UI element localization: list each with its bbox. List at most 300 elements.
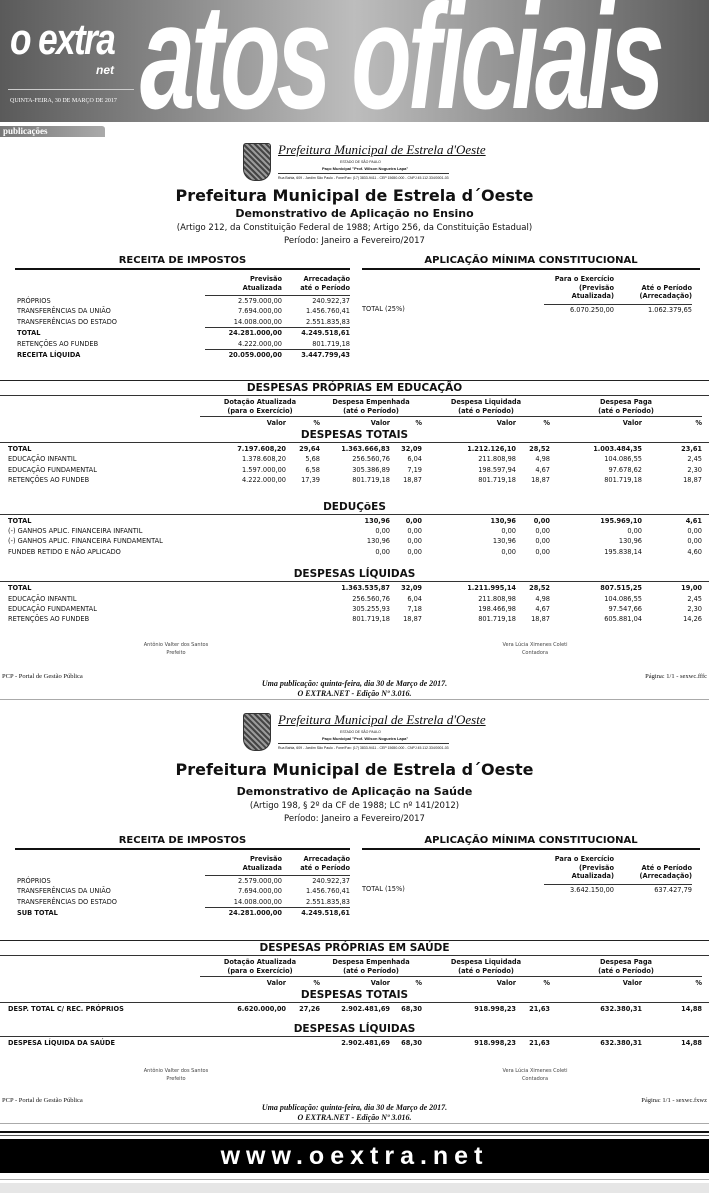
divider — [0, 699, 709, 700]
table-row — [0, 475, 702, 485]
cell-valor — [200, 536, 286, 546]
cell-previsao: 2.579.000,00 — [237, 877, 282, 885]
table-row — [15, 296, 350, 307]
row-label: RETENÇÕES AO FUNDEB — [8, 476, 90, 485]
cell-valor: 104.086,55 — [604, 455, 642, 464]
masthead — [0, 0, 709, 122]
signature-block — [465, 641, 605, 657]
cell-exercicio: 3.642.150,00 — [569, 885, 614, 894]
header-line: Despesa Liquidada — [450, 398, 522, 406]
col-periodo — [614, 850, 692, 884]
group-header — [550, 396, 702, 417]
col-valor: Valor — [422, 977, 516, 989]
header-blank — [362, 270, 544, 304]
table-row — [362, 884, 700, 895]
col-valor: Valor — [550, 417, 642, 429]
cell-previsao: 7.694.000,00 — [237, 887, 282, 896]
signatory-name: Vera Lúcia Ximenes Coleti — [502, 641, 568, 648]
group-header — [320, 956, 422, 977]
cell-exercicio: 6.070.250,00 — [569, 305, 614, 314]
cell-percent: 32,09 — [401, 584, 422, 593]
expenses-table — [0, 1038, 702, 1048]
cell-percent — [286, 1038, 320, 1048]
cell-percent: 0,00 — [407, 547, 422, 556]
row-label: EDUCAÇÃO INFANTIL — [8, 455, 77, 464]
header-line: Para o Exercício — [554, 855, 614, 863]
cell-valor: 130,96 — [366, 537, 390, 546]
cell-previsao: 7.694.000,00 — [237, 307, 282, 316]
table-row — [0, 614, 702, 624]
publication-edition: O EXTRA.NET - Edição Nº 3.016. — [297, 688, 412, 698]
header-line: (Arrecadação) — [639, 872, 692, 880]
group-header-row — [0, 396, 702, 417]
cell-percent: 14,88 — [681, 1005, 702, 1013]
divider — [0, 1135, 709, 1136]
subheader-row — [0, 977, 702, 989]
revenue-block — [15, 834, 350, 919]
row-label: DESP. TOTAL C/ REC. PRÓPRIOS — [8, 1005, 124, 1013]
header-blank — [692, 270, 700, 304]
header-line: Despesa Empenhada — [332, 958, 410, 966]
cell-valor: 2.902.481,69 — [341, 1039, 390, 1048]
table-row — [0, 516, 702, 526]
header-line: (até o Período) — [598, 966, 654, 975]
cell-percent: 18,87 — [403, 615, 422, 624]
cell-periodo: 1.062.379,65 — [647, 305, 692, 314]
cell-percent: 0,00 — [407, 537, 422, 546]
row-label: (-) GANHOS APLIC. FINANCEIRA INFANTIL — [8, 527, 143, 536]
cell-percent — [286, 547, 320, 557]
publication-edition: O EXTRA.NET - Edição Nº 3.016. — [297, 1112, 412, 1122]
signature-block — [465, 1067, 605, 1083]
cell-valor: 256.560,76 — [352, 594, 390, 603]
letterhead-building: Paço Municipal "Prof. Wilson Nogueira Lapa" — [322, 166, 409, 171]
cell-arrecadacao: 3.447.799,43 — [282, 350, 350, 361]
cell-percent: 6,04 — [407, 455, 422, 464]
header-blank — [692, 850, 700, 884]
col-valor: Valor — [320, 417, 390, 429]
application-table — [362, 850, 700, 895]
table-row — [0, 594, 702, 604]
cell-percent: 4,60 — [687, 547, 702, 556]
cell-percent — [286, 516, 320, 526]
row-label: TOTAL — [8, 584, 32, 593]
header-line: (até o Período) — [458, 966, 514, 975]
portal-label: PCP - Portal de Gestão Pública — [2, 672, 83, 680]
cell-percent: 4,61 — [685, 516, 702, 525]
cell-valor: 1.363.666,83 — [341, 445, 390, 453]
table-row — [0, 465, 702, 475]
letterhead-address: Rua Bahia, 609 - Jardim São Paulo - Fone/Fax: (17) 3833-9411 - CEP 15650-000 - CNPJ 45.112.334/0001-03 — [278, 173, 449, 181]
table-row — [15, 886, 350, 896]
table-row — [0, 526, 702, 536]
cell-percent: 14,26 — [683, 615, 702, 624]
table-row — [15, 339, 350, 350]
table-row — [15, 897, 350, 908]
col-percent: % — [390, 417, 422, 429]
cell-arrecadacao: 240.922,37 — [312, 297, 350, 305]
cell-percent: 4,98 — [535, 594, 550, 603]
cell-percent — [286, 614, 320, 624]
divider — [8, 89, 134, 90]
col-periodo — [614, 270, 692, 304]
cell-percent: 5,68 — [305, 455, 320, 464]
cell-arrecadacao: 240.922,37 — [312, 877, 350, 885]
row-label: PRÓPRIOS — [17, 876, 51, 885]
header-blank — [0, 417, 200, 429]
cell-percent: 18,87 — [403, 476, 422, 485]
row-label: TRANSFERÊNCIAS DO ESTADO — [17, 318, 117, 327]
col-arrecadacao — [282, 850, 350, 876]
cell-percent: 2,45 — [687, 594, 702, 603]
cell-valor — [200, 547, 286, 557]
application-block — [362, 254, 700, 315]
table-row — [15, 306, 350, 316]
cell-percent: 18,87 — [683, 476, 702, 485]
cell-valor: 0,00 — [501, 547, 516, 556]
document-title: Prefeitura Municipal de Estrela d´Oeste — [175, 760, 534, 779]
col-valor: Valor — [320, 977, 390, 989]
cell-previsao: 2.579.000,00 — [237, 297, 282, 305]
subsection-heading: DESPESAS TOTAIS — [0, 428, 709, 443]
cell-arrecadacao: 1.456.760,41 — [305, 887, 350, 896]
table-row — [0, 1038, 702, 1048]
table-row — [0, 536, 702, 546]
header-line: Dotação Atualizada — [223, 398, 297, 406]
signatory-name: Antônio Valter dos Santos — [143, 1067, 209, 1074]
cell-percent: 18,87 — [531, 615, 550, 624]
cell-valor: 1.212.126,10 — [467, 445, 516, 453]
application-block — [362, 834, 700, 895]
cell-valor: 1.003.484,35 — [593, 445, 642, 453]
edition-date: QUINTA-FEIRA, 30 DE MARÇO DE 2017 — [10, 98, 117, 104]
signatory-name: Antônio Valter dos Santos — [143, 641, 209, 648]
document-health — [0, 708, 709, 1125]
cell-percent: 21,63 — [529, 1005, 550, 1013]
expenses-heading: DESPESAS PRÓPRIAS EM EDUCAÇÃO — [0, 381, 709, 396]
cell-valor: 198.597,94 — [478, 465, 516, 474]
cell-valor — [200, 614, 286, 624]
cell-valor: 130,96 — [618, 537, 642, 546]
page-footer — [0, 1131, 709, 1193]
cell-valor — [200, 1038, 286, 1048]
col-percent: % — [286, 977, 320, 989]
table-row — [362, 304, 700, 315]
signatory-name: Vera Lúcia Ximenes Coleti — [502, 1067, 568, 1074]
subsection-heading: DEDUÇõES — [0, 500, 709, 515]
cell-percent: 4,67 — [535, 465, 550, 474]
header-line: até o Período — [300, 283, 350, 292]
cell-percent: 23,61 — [681, 445, 702, 453]
signatures — [0, 1067, 709, 1087]
table-row — [15, 350, 350, 361]
cell-valor: 801.719,18 — [478, 615, 516, 624]
col-valor: Valor — [550, 977, 642, 989]
header-line: (até o Período) — [598, 406, 654, 415]
group-header — [422, 396, 550, 417]
table-row — [0, 454, 702, 464]
header-line: (Previsão — [578, 283, 614, 292]
col-percent: % — [390, 977, 422, 989]
row-label: DESPESA LÍQUIDA DA SAÚDE — [8, 1039, 116, 1048]
col-exercicio — [544, 850, 614, 884]
cell-valor: 632.380,31 — [600, 1005, 642, 1013]
cell-previsao: 4.222.000,00 — [237, 339, 282, 348]
header-line: Despesa Paga — [599, 958, 652, 966]
cell-valor: 7.197.608,20 — [237, 445, 286, 453]
header-blank — [15, 850, 205, 876]
cell-percent: 28,52 — [529, 445, 550, 453]
cell-blank — [692, 304, 700, 315]
header-blank — [0, 396, 200, 417]
cell-valor — [200, 516, 286, 526]
cell-valor: 2.902.481,69 — [341, 1005, 390, 1013]
cell-percent — [286, 604, 320, 614]
header-line: (até o Período) — [458, 406, 514, 415]
subheader-row — [0, 417, 702, 429]
signatory-role: Contadora — [521, 649, 549, 656]
cell-percent: 17,39 — [301, 476, 320, 485]
cell-percent: 18,87 — [531, 476, 550, 485]
col-valor: Valor — [200, 977, 286, 989]
group-header-row — [0, 956, 702, 977]
expenses-table — [0, 444, 702, 486]
cell-arrecadacao: 801.719,18 — [312, 339, 350, 348]
col-valor: Valor — [200, 417, 286, 429]
cell-percent: 7,18 — [407, 605, 422, 614]
cell-percent: 6,04 — [407, 594, 422, 603]
header-line: Despesa Paga — [599, 398, 652, 406]
cell-previsao: 24.281.000,00 — [205, 908, 282, 919]
cell-percent: 0,00 — [687, 537, 702, 546]
cell-valor: 104.086,55 — [604, 594, 642, 603]
group-header — [422, 956, 550, 977]
cell-previsao: 14.008.000,00 — [233, 897, 282, 906]
letterhead — [0, 708, 709, 756]
expenses-section — [0, 940, 709, 1049]
cell-percent: 0,00 — [405, 516, 422, 525]
cell-percent: 0,00 — [407, 527, 422, 536]
cell-percent: 2,45 — [687, 455, 702, 464]
expenses-table — [0, 583, 702, 625]
cell-percent: 68,30 — [401, 1005, 422, 1013]
signatory-role: Prefeito — [166, 649, 186, 656]
cell-percent: 0,00 — [535, 527, 550, 536]
header-line: Para o Exercício — [554, 275, 614, 283]
footer-strip — [0, 1183, 709, 1193]
signature-block — [106, 641, 246, 657]
expenses-table — [0, 1004, 702, 1014]
cell-percent: 0,00 — [687, 527, 702, 536]
cell-valor: 605.881,04 — [604, 615, 642, 624]
cell-percent: 6,58 — [305, 465, 320, 474]
row-label: TRANSFERÊNCIAS DO ESTADO — [17, 898, 117, 907]
page-number: Página: 1/1 - sexwc.fffc — [645, 672, 707, 680]
col-percent: % — [286, 417, 320, 429]
table-row — [15, 317, 350, 328]
cell-valor: 1.211.995,14 — [467, 584, 516, 593]
application-heading: APLICAÇÃO MÍNIMA CONSTITUCIONAL — [362, 834, 700, 850]
cell-valor: 0,00 — [501, 527, 516, 536]
cell-valor: 305.386,89 — [352, 465, 390, 474]
cell-percent: 68,30 — [401, 1039, 422, 1048]
col-valor: Valor — [422, 417, 516, 429]
cell-previsao: 24.281.000,00 — [205, 328, 282, 339]
revenue-table — [15, 270, 350, 360]
table-row — [0, 547, 702, 557]
cell-arrecadacao: 4.249.518,61 — [282, 908, 350, 919]
cell-blank — [692, 884, 700, 895]
table-header — [15, 270, 350, 296]
row-label: RETENÇÕES AO FUNDEB — [17, 339, 99, 348]
cell-valor: 1.597.000,00 — [241, 465, 286, 474]
cell-percent: 2,30 — [687, 605, 702, 614]
publication-note — [0, 1103, 709, 1123]
table-row — [0, 1004, 702, 1014]
cell-percent: 2,30 — [687, 465, 702, 474]
section-tab: publicações — [0, 126, 105, 137]
header-line: Arrecadação — [303, 855, 350, 863]
cell-percent: 0,00 — [535, 537, 550, 546]
row-label: EDUCAÇÃO FUNDAMENTAL — [8, 605, 97, 614]
cell-arrecadacao: 2.551.835,83 — [305, 317, 350, 326]
cell-valor: 801.719,18 — [352, 615, 390, 624]
revenue-section — [0, 254, 709, 380]
header-line: (Arrecadação) — [639, 292, 692, 300]
expenses-heading: DESPESAS PRÓPRIAS EM SAÚDE — [0, 941, 709, 956]
header-line: Previsão — [249, 275, 282, 283]
divider — [0, 1179, 709, 1180]
row-label: SUB TOTAL — [17, 908, 58, 917]
expenses-table — [0, 516, 702, 558]
application-table — [362, 270, 700, 315]
cell-percent: 28,52 — [529, 584, 550, 593]
cell-percent — [286, 526, 320, 536]
header-line: Despesa Empenhada — [332, 398, 410, 406]
letterhead-name: Prefeitura Municipal de Estrela d'Oeste — [278, 142, 486, 157]
header-line: (até o Período) — [343, 966, 399, 975]
document-footer — [0, 673, 709, 701]
page-number: Página: 1/1 - sexwc.fxwz — [641, 1096, 707, 1104]
subsection-heading: DESPESAS TOTAIS — [0, 988, 709, 1003]
header-line: (até o Período) — [343, 406, 399, 415]
cell-valor — [200, 583, 286, 593]
row-label: RECEITA LÍQUIDA — [17, 350, 81, 359]
header-line: Previsão — [249, 855, 282, 863]
cell-valor: 801.719,18 — [604, 476, 642, 485]
cell-percent: 19,00 — [681, 584, 702, 593]
table-row — [0, 604, 702, 614]
cell-valor: 130,96 — [492, 537, 516, 546]
row-label: RETENÇÕES AO FUNDEB — [8, 615, 90, 624]
group-header — [320, 396, 422, 417]
header-line: Atualizada — [242, 863, 282, 872]
cell-percent: 4,98 — [535, 455, 550, 464]
cell-valor: 918.998,23 — [474, 1005, 516, 1013]
col-percent: % — [642, 977, 702, 989]
cell-valor: 0,00 — [627, 527, 642, 536]
cell-percent: 32,09 — [401, 445, 422, 453]
period: Período: Janeiro a Fevereiro/2017 — [284, 236, 425, 246]
coat-of-arms-icon — [243, 713, 271, 751]
letterhead-name: Prefeitura Municipal de Estrela d'Oeste — [278, 712, 486, 727]
document-education — [0, 138, 709, 701]
cell-valor: 97.547,66 — [608, 605, 642, 614]
header-line: Atualizada) — [571, 292, 614, 300]
row-label: TOTAL — [8, 516, 32, 525]
letterhead-state: ESTADO DE SÃO PAULO — [340, 730, 381, 734]
group-header — [200, 396, 320, 417]
col-previsao — [205, 850, 282, 876]
revenue-block — [15, 254, 350, 360]
revenue-section — [0, 834, 709, 940]
cell-previsao: 14.008.000,00 — [233, 317, 282, 326]
cell-arrecadacao: 1.456.760,41 — [305, 307, 350, 316]
cell-valor: 211.808,98 — [478, 455, 516, 464]
header-blank — [0, 956, 200, 977]
cell-arrecadacao: 2.551.835,83 — [305, 897, 350, 906]
divider — [0, 1123, 709, 1124]
legal-reference: (Artigo 212, da Constituição Federal de 1988; Artigo 256, da Constituição Estadual) — [176, 223, 533, 233]
cell-percent — [286, 594, 320, 604]
cell-percent: 27,26 — [299, 1005, 320, 1013]
table-header — [362, 270, 700, 304]
cell-valor: 801.719,18 — [478, 476, 516, 485]
cell-valor: 130,96 — [490, 516, 516, 525]
cell-valor: 1.378.608,20 — [241, 455, 286, 464]
cell-valor: 1.363.535,87 — [341, 584, 390, 593]
masthead-title: atos oficiais — [140, 0, 661, 122]
publication-date: Uma publicação: quinta-feira, dia 30 de Março de 2017. — [261, 1102, 448, 1112]
cell-valor: 801.719,18 — [352, 476, 390, 485]
row-label: PRÓPRIOS — [17, 296, 51, 305]
row-label: TOTAL — [8, 445, 32, 453]
row-label: (-) GANHOS APLIC. FINANCEIRA FUNDAMENTAL — [8, 537, 163, 546]
signatures — [0, 641, 709, 661]
group-header — [550, 956, 702, 977]
col-previsao — [205, 270, 282, 296]
cell-percent: 0,00 — [533, 516, 550, 525]
header-line: (Previsão — [578, 863, 614, 872]
col-exercicio — [544, 270, 614, 304]
cell-valor: 97.678,62 — [608, 465, 642, 474]
website-banner[interactable]: www.oextra.net — [0, 1139, 709, 1173]
legal-reference: (Artigo 198, § 2º da CF de 1988; LC nº 141/2012) — [249, 801, 460, 811]
row-label: TOTAL (25%) — [362, 305, 405, 314]
table-header — [15, 850, 350, 876]
row-label: TOTAL (15%) — [362, 885, 405, 894]
cell-valor: 4.222.000,00 — [241, 476, 286, 485]
letterhead — [0, 138, 709, 186]
cell-valor — [200, 604, 286, 614]
cell-percent: 4,67 — [535, 605, 550, 614]
header-line: Arrecadação — [303, 275, 350, 283]
cell-percent: 7,19 — [407, 465, 422, 474]
header-line: Até o Período — [641, 863, 692, 872]
document-title: Prefeitura Municipal de Estrela d´Oeste — [175, 186, 534, 205]
cell-valor: 130,96 — [364, 516, 390, 525]
col-percent: % — [642, 417, 702, 429]
cell-valor: 632.380,31 — [600, 1039, 642, 1048]
letterhead-address: Rua Bahia, 609 - Jardim São Paulo - Fone/Fax: (17) 3833-9411 - CEP 15650-000 - CNPJ 45.112.334/0001-03 — [278, 743, 449, 751]
cell-valor: 807.515,25 — [600, 584, 642, 593]
cell-percent: 21,63 — [529, 1039, 550, 1048]
cell-percent: 0,00 — [535, 547, 550, 556]
subsection-heading: DESPESAS LÍQUIDAS — [0, 1022, 709, 1037]
coat-of-arms-icon — [243, 143, 271, 181]
period: Período: Janeiro a Fevereiro/2017 — [284, 814, 425, 824]
table-row — [15, 908, 350, 919]
